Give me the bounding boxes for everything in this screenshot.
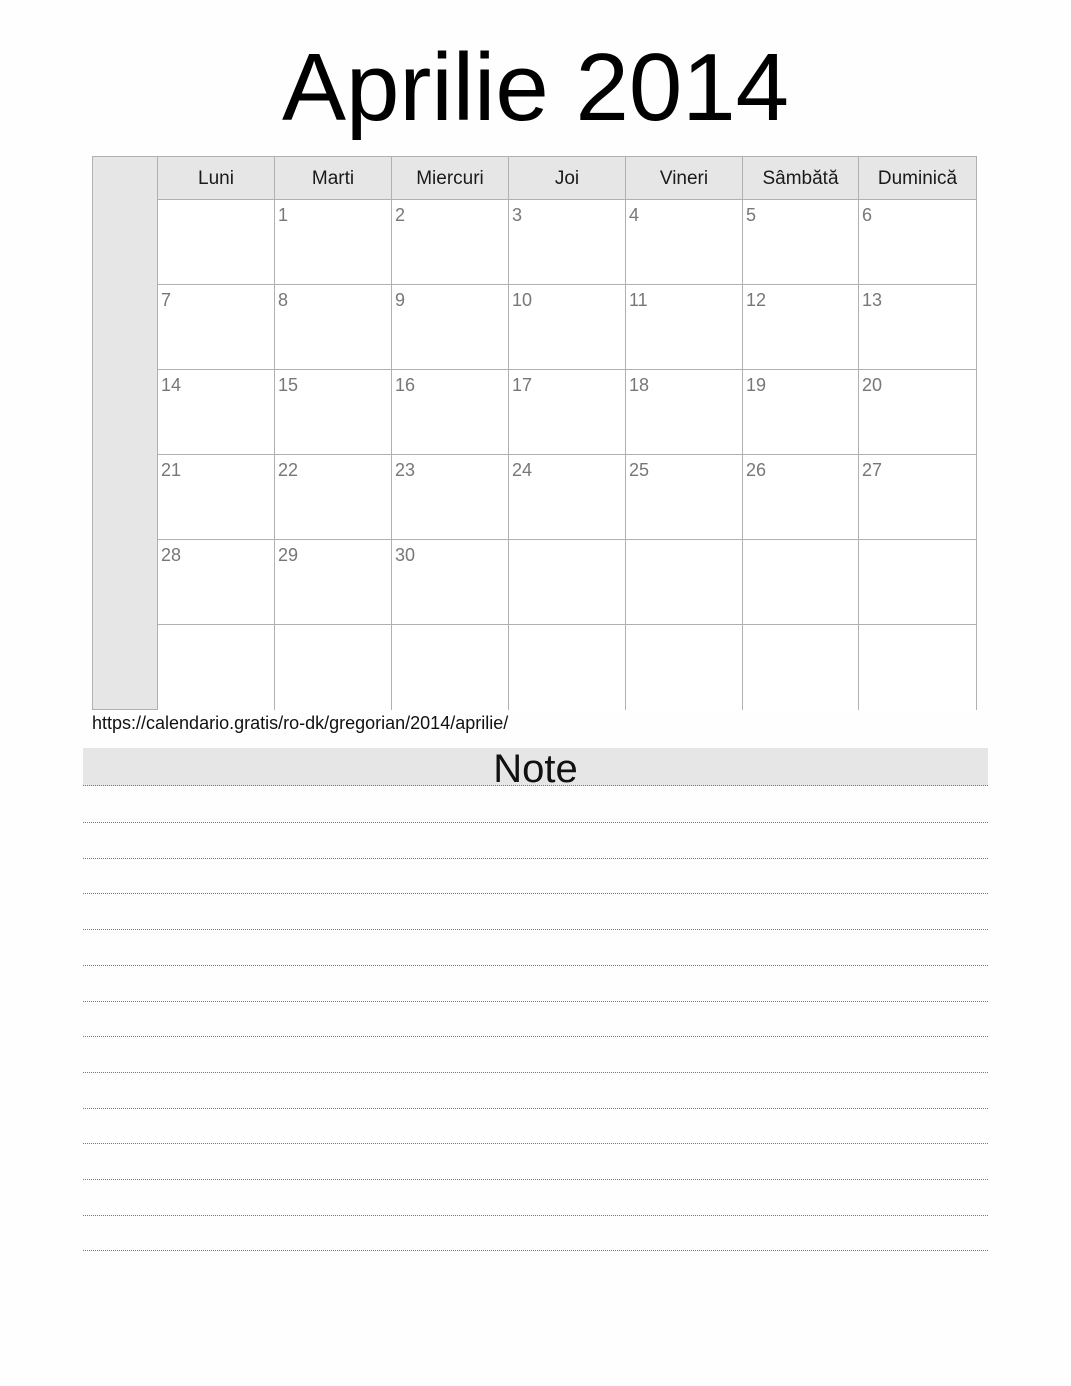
day-cell [275, 455, 392, 540]
day-number: 4 [629, 205, 640, 225]
note-line[interactable] [83, 893, 988, 894]
day-cell [509, 285, 626, 370]
day-cell [392, 200, 509, 285]
day-cell [859, 285, 976, 370]
note-line[interactable] [83, 1072, 988, 1073]
day-cell [509, 540, 626, 625]
day-cell [859, 625, 976, 710]
day-cell [392, 370, 509, 455]
day-cell [275, 285, 392, 370]
day-number: 17 [512, 375, 533, 395]
day-number: 21 [161, 460, 182, 480]
day-cell [158, 540, 275, 625]
month-calendar [92, 156, 977, 710]
day-number: 3 [512, 205, 523, 225]
weekday-header: Joi [509, 157, 626, 199]
day-cell [626, 200, 743, 285]
day-cell [158, 285, 275, 370]
day-cell [158, 200, 275, 285]
day-cell [509, 625, 626, 710]
day-number: 14 [161, 375, 182, 395]
note-line[interactable] [83, 929, 988, 930]
weekday-header: Sâmbătă [743, 157, 859, 199]
day-cell [275, 200, 392, 285]
note-line[interactable] [83, 1250, 988, 1251]
day-number: 2 [395, 205, 406, 225]
note-line[interactable] [83, 965, 988, 966]
source-url: https://calendario.gratis/ro-dk/gregorian/2014/aprilie/ [92, 713, 509, 733]
day-cell [626, 455, 743, 540]
note-line[interactable] [83, 822, 988, 823]
day-number: 28 [161, 545, 182, 565]
day-number: 16 [395, 375, 416, 395]
day-cell [392, 455, 509, 540]
day-cell [158, 455, 275, 540]
day-number: 10 [512, 290, 533, 310]
day-number: 26 [746, 460, 767, 480]
day-cell [392, 285, 509, 370]
weekday-header: Luni [158, 157, 275, 199]
day-number: 23 [395, 460, 416, 480]
day-cell [859, 370, 976, 455]
day-cell [859, 455, 976, 540]
day-number: 1 [278, 205, 289, 225]
day-cell [626, 540, 743, 625]
day-number: 5 [746, 205, 757, 225]
day-number: 22 [278, 460, 299, 480]
day-cell [275, 370, 392, 455]
day-cell [509, 370, 626, 455]
day-cell [158, 370, 275, 455]
note-line[interactable] [83, 1143, 988, 1144]
weekday-header: Duminică [877, 168, 958, 189]
day-number: 7 [161, 290, 172, 310]
week-number-column [93, 157, 158, 709]
day-cell [626, 370, 743, 455]
day-number: 9 [395, 290, 406, 310]
weekday-header: Miercuri [392, 157, 509, 199]
note-line[interactable] [83, 1215, 988, 1216]
note-line[interactable] [83, 1036, 988, 1037]
day-cell [509, 455, 626, 540]
notes-title: Note [83, 748, 988, 786]
day-number: 24 [512, 460, 533, 480]
page-title: Aprilie 2014 [282, 34, 789, 141]
day-number: 8 [278, 290, 289, 310]
day-cell [626, 625, 743, 710]
day-cell [743, 200, 859, 285]
weekday-header: Vineri [626, 157, 743, 199]
day-number: 18 [629, 375, 650, 395]
note-line[interactable] [83, 1108, 988, 1109]
weekday-header-row [158, 157, 976, 200]
day-cell [743, 370, 859, 455]
day-number: 15 [278, 375, 299, 395]
day-cell [743, 285, 859, 370]
day-number: 19 [746, 375, 767, 395]
day-cell [743, 455, 859, 540]
day-number: 11 [629, 290, 648, 310]
day-cell [275, 540, 392, 625]
note-line[interactable] [83, 1001, 988, 1002]
day-cell [509, 200, 626, 285]
day-number: 29 [278, 545, 299, 565]
day-cell [158, 625, 275, 710]
day-cell [626, 285, 743, 370]
day-number: 30 [395, 545, 416, 565]
note-line[interactable] [83, 858, 988, 859]
day-number: 27 [862, 460, 883, 480]
day-cell [392, 625, 509, 710]
day-cell [859, 540, 976, 625]
day-cell [743, 625, 859, 710]
day-cell [275, 625, 392, 710]
day-number: 13 [862, 290, 883, 310]
day-cell [743, 540, 859, 625]
note-line[interactable] [83, 1179, 988, 1180]
calendar-grid [158, 157, 976, 709]
day-cell [859, 200, 976, 285]
weekday-header: Marti [275, 157, 392, 199]
day-number: 6 [862, 205, 873, 225]
day-number: 12 [746, 290, 767, 310]
day-cell [392, 540, 509, 625]
day-number: 20 [862, 375, 883, 395]
day-number: 25 [629, 460, 650, 480]
